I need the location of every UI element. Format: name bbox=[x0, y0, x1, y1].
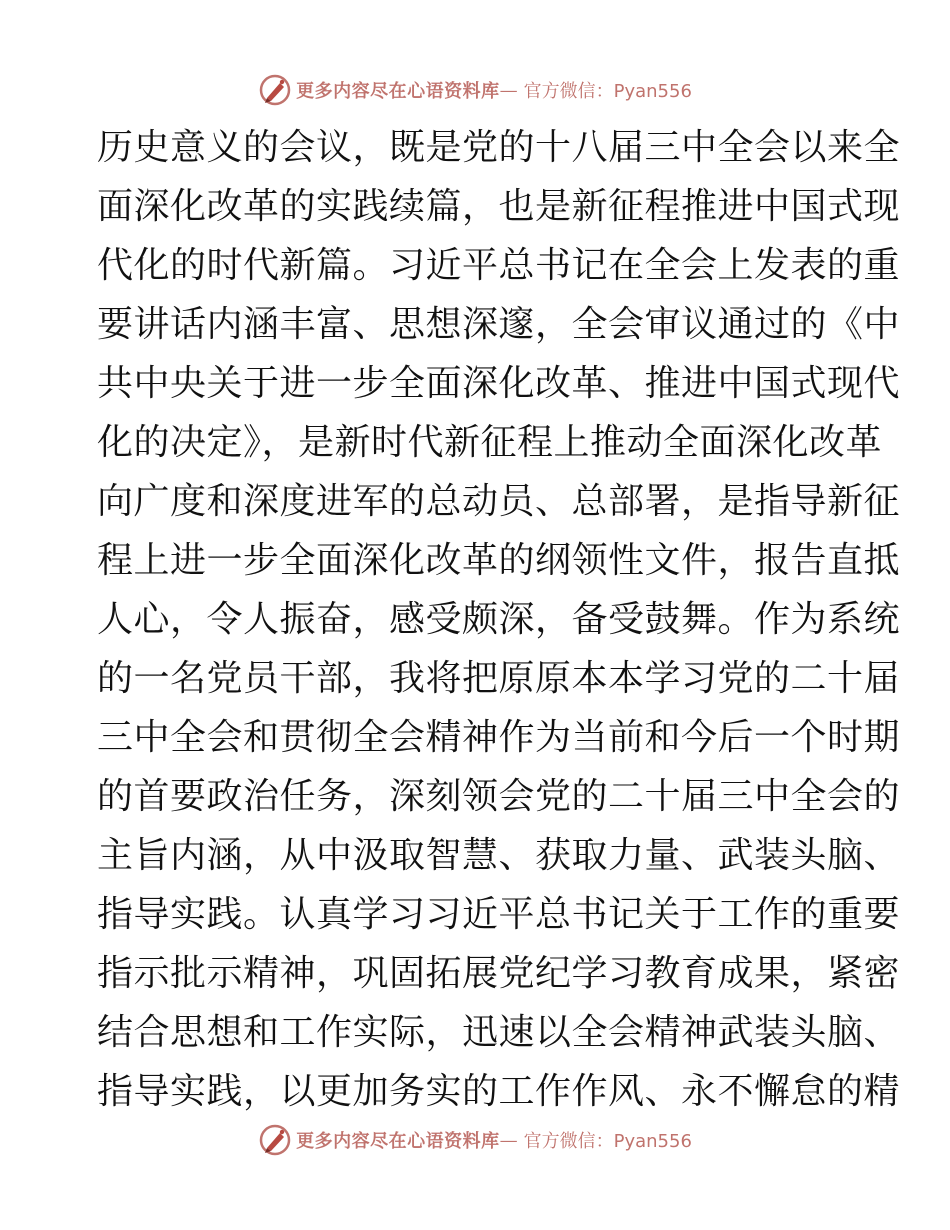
header-watermark bbox=[0, 70, 950, 110]
text-line: 面深化改革的实践续篇，也是新征程推进中国式现 bbox=[97, 186, 901, 227]
text-line: 结合思想和工作实际，迅速以全会精神武装头脑、 bbox=[97, 1012, 901, 1053]
text-line: 历史意义的会议，既是党的十八届三中全会以来全 bbox=[97, 127, 901, 168]
watermark-dash: — bbox=[499, 79, 518, 101]
text-line: 的首要政治任务，深刻领会党的二十届三中全会的 bbox=[97, 776, 901, 817]
text-line: 的一名党员干部，我将把原原本本学习党的二十届 bbox=[97, 658, 901, 699]
document-body bbox=[97, 118, 901, 1121]
text-line: 人心，令人振奋，感受颇深，备受鼓舞。作为系统 bbox=[97, 599, 901, 640]
text-line: 要讲话内涵丰富、思想深邃，全会审议通过的《中 bbox=[97, 304, 901, 345]
text-line: 指导实践。认真学习习近平总书记关于工作的重要 bbox=[97, 894, 901, 935]
text-line: 指示批示精神，巩固拓展党纪学习教育成果，紧密 bbox=[97, 953, 901, 994]
watermark-brand: 更多内容尽在心语资料库 bbox=[296, 81, 500, 102]
text-line: 程上进一步全面深化改革的纲领性文件，报告直抵 bbox=[97, 540, 901, 581]
pen-logo-icon bbox=[258, 1123, 292, 1157]
watermark-account: 官方微信：Pyan556 bbox=[523, 1131, 692, 1152]
text-line: 主旨内涵，从中汲取智慧、获取力量、武装头脑、 bbox=[97, 835, 901, 876]
watermark-account: 官方微信：Pyan556 bbox=[523, 81, 692, 102]
pen-logo-icon bbox=[258, 73, 292, 107]
text-line: 共中央关于进一步全面深化改革、推进中国式现代 bbox=[97, 363, 901, 404]
text-line: 三中全会和贯彻全会精神作为当前和今后一个时期 bbox=[97, 717, 901, 758]
text-line: 代化的时代新篇。习近平总书记在全会上发表的重 bbox=[97, 245, 901, 286]
watermark-dash: — bbox=[499, 1129, 518, 1151]
text-line: 指导实践，以更加务实的工作作风、永不懈怠的精 bbox=[97, 1071, 901, 1112]
text-line: 向广度和深度进军的总动员、总部署，是指导新征 bbox=[97, 481, 901, 522]
footer-watermark bbox=[0, 1120, 950, 1160]
watermark-brand: 更多内容尽在心语资料库 bbox=[296, 1131, 500, 1152]
text-line: 化的决定》，是新时代新征程上推动全面深化改革 bbox=[97, 422, 883, 463]
